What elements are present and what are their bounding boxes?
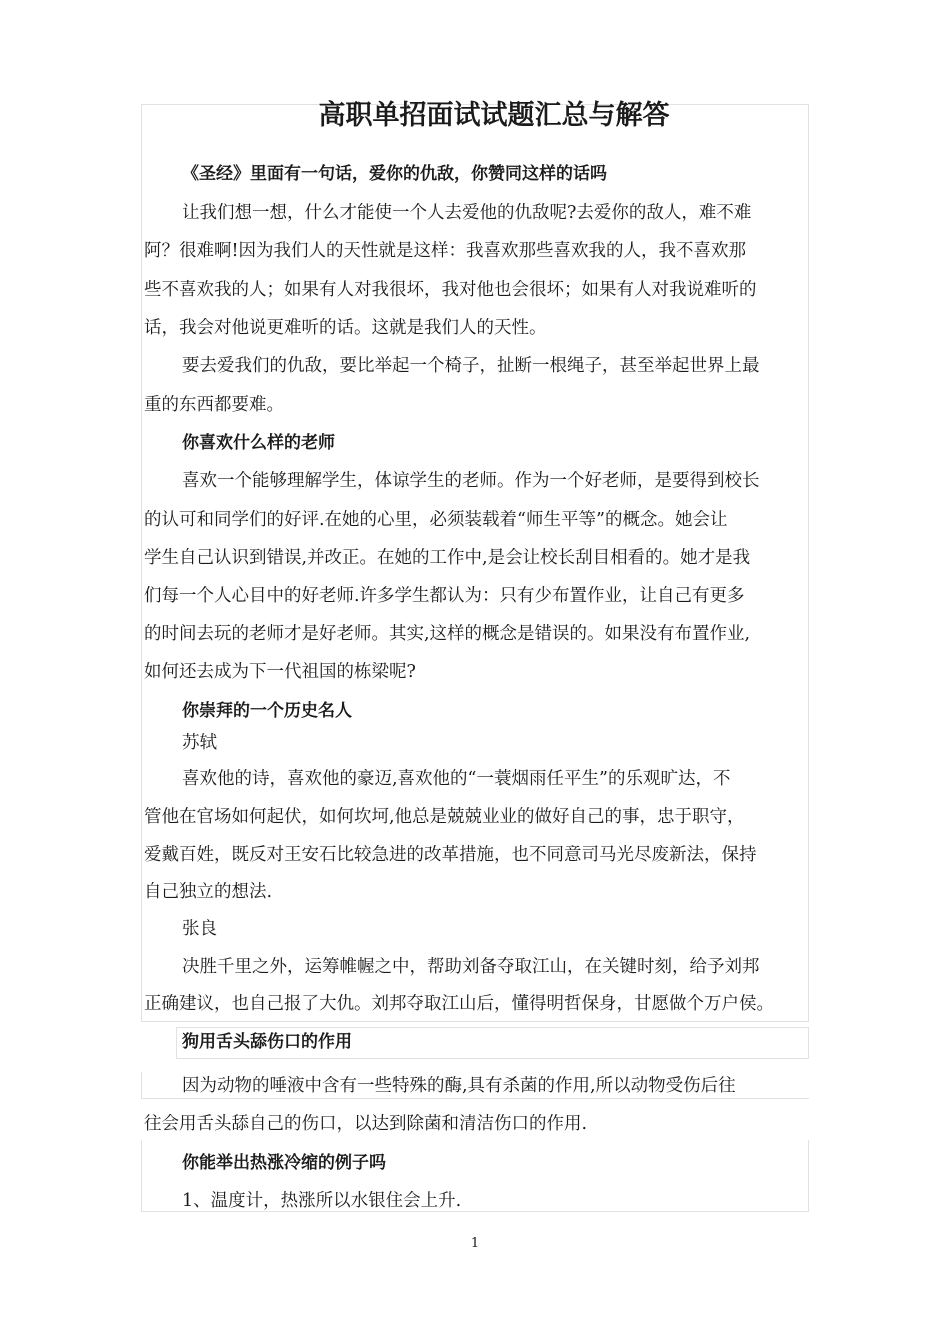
question-heading: 狗用舌头舔伤口的作用	[182, 1032, 352, 1052]
question-heading: 你喜欢什么样的老师	[182, 433, 335, 453]
question-heading: 你能举出热涨冷缩的例子吗	[182, 1153, 386, 1173]
person-name: 张良	[182, 919, 217, 939]
paragraph-line: 往会用舌头舔自己的伤口，以达到除菌和清洁伤口的作用.	[144, 1114, 588, 1134]
paragraph-line: 学生自己认识到错误,并改正。在她的工作中,是会让校长刮目相看的。她才是我	[144, 548, 751, 568]
paragraph-line: 的认可和同学们的好评.在她的心里，必须装载着“师生平等”的概念。她会让	[144, 510, 728, 530]
paragraph-line: 的时间去玩的老师才是好老师。其实,这样的概念是错误的。如果没有布置作业,	[144, 624, 751, 644]
paragraph-line: 话，我会对他说更难听的话。这就是我们人的天性。	[144, 318, 547, 338]
paragraph-line: 1、温度计，热涨所以水银住会上升.	[182, 1191, 462, 1211]
paragraph-line: 决胜千里之外，运筹帷幄之中，帮助刘备夺取江山，在关键时刻，给予刘邦	[182, 957, 760, 977]
paragraph-line: 要去爱我们的仇敌，要比举起一个椅子，扯断一根绳子，甚至举起世界上最	[182, 356, 760, 376]
question-heading: 《圣经》里面有一句话，爱你的仇敌，你赞同这样的话吗	[182, 164, 607, 184]
question-heading: 你崇拜的一个历史名人	[182, 701, 352, 721]
paragraph-line: 喜欢一个能够理解学生，体谅学生的老师。作为一个好老师，是要得到校长	[182, 471, 760, 491]
paragraph-line: 让我们想一想，什么才能使一个人去爱他的仇敌呢?去爱你的敌人，难不难	[182, 203, 752, 223]
paragraph-line: 阿？很难啊!因为我们人的天性就是这样：我喜欢那些喜欢我的人，我不喜欢那	[144, 241, 747, 261]
document-title: 高职单招面试试题汇总与解答	[318, 100, 670, 131]
paragraph-line: 们每一个人心目中的好老师.许多学生都认为：只有少布置作业，让自己有更多	[144, 586, 745, 606]
person-name: 苏轼	[182, 733, 217, 753]
page-number: 1	[470, 1236, 480, 1251]
paragraph-line: 自己独立的想法.	[144, 882, 273, 902]
paragraph-line: 些不喜欢我的人；如果有人对我很坏，我对他也会很坏；如果有人对我说难听的	[144, 280, 757, 300]
paragraph-line: 喜欢他的诗，喜欢他的豪迈,喜欢他的“一蓑烟雨任平生”的乐观旷达，不	[182, 769, 731, 789]
paragraph-line: 如何还去成为下一代祖国的栋梁呢?	[144, 662, 416, 682]
paragraph-line: 因为动物的唾液中含有一些特殊的酶,具有杀菌的作用,所以动物受伤后往	[182, 1076, 736, 1096]
paragraph-line: 爱戴百姓，既反对王安石比较急进的改革措施，也不同意司马光尽废新法，保持	[144, 845, 757, 865]
paragraph-line: 正确建议，也自己报了大仇。刘邦夺取江山后，懂得明哲保身，甘愿做个万户侯。	[144, 994, 774, 1014]
paragraph-line: 管他在官场如何起伏，如何坎坷,他总是兢兢业业的做好自己的事，忠于职守，	[144, 807, 745, 827]
paragraph-line: 重的东西都要难。	[144, 395, 284, 415]
